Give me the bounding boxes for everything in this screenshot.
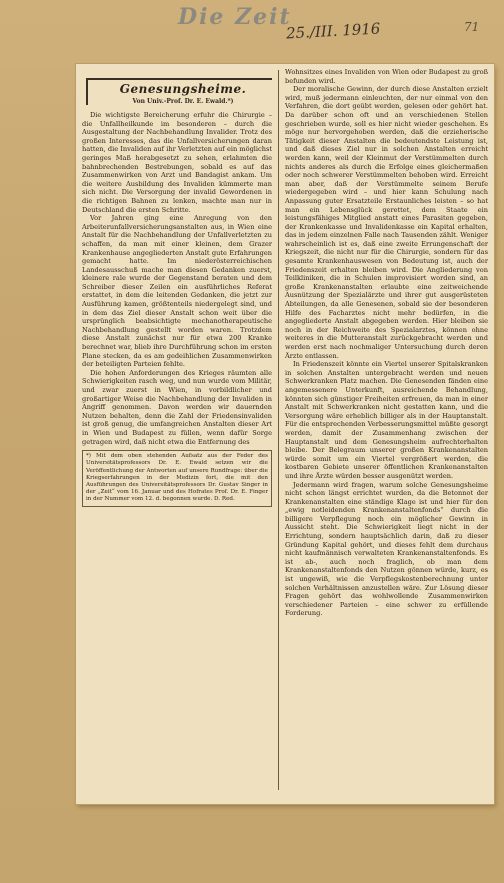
article-headline: Genesungsheime. [119, 82, 247, 96]
article-byline: Von Univ.-Prof. Dr. E. Ewald.*) [132, 98, 234, 105]
editorial-footnote: *) Mit dem oben stehenden Aufsatz aus der Feder des Universitätsprofessors Dr. E. Ewald setzen wir die Veröffentlichung der Antworten auf unsere Rundfrage: über die Kriegserfahrungen in der Medizin fort, die mit den Ausführungen des Universitätsprofessors Dr. Gustav Singer in der „Zeit“ vom 16. Januar und des Hofrates Prof. Dr. E. Finger in der Nummer vom 12. d. begonnen wurde. D. Red. [82, 450, 272, 506]
right-column-body [285, 68, 488, 618]
paragraph: Vor Jahren ging eine Anregung von den Arbeiterunfallversicherungsanstalten aus, in Wien eine Anstalt für die Nachbehandlung der Unfallverletzten zu schaffen, da man mit einer kleinen, dem Grazer Krankenhause angegliederten Anstalt gute Erfahrungen gemacht hatte. Im niederösterreichischen Landesausschuß mache man diesen Gedanken zuerst, kleinere rale wurde der Gegenstand beraten und dem Schreiber dieser Zeilen ein ausführliches Referat erstattet, in dem die leitenden Gedanken, die jetzt zur Ausführung kamen, größtenteils niedergelegt sind, und in dem das Ziel dieser Anstalt schon weit über die ursprünglich beabsichtigte mechanotherapeutische Nachbehandlung gestellt worden waren. Trotzdem diese Anstalt zunächst nur für etwa 200 Kranke berechnet war, blieb ihre Durchführung schon im ersten Plane stecken, da es am gedeihlichen Zusammenwirken der beteiligten Parteien fehlte. [82, 214, 272, 369]
paragraph: Die hohen Anforderungen des Krieges räumten alle Schwierigkeiten rasch weg, und nun wurde vom Militär, und zwar zuerst in Wien, in vorbildlicher und großartiger Weise die Nachbehandlung der Invaliden in Angriff genommen. Davon werden wir dauernden Nutzen behalten, denn die Zahl der Friedensinvaliden ist groß genug, die umfangreichen Anstalten dieser Art in Wien und Budapest zu füllen, wenn dafür Sorge getragen wird, daß nicht etwa die Entfernung des [82, 368, 272, 446]
page-mark: 71 [464, 20, 480, 34]
left-column-body [82, 111, 272, 446]
paragraph: In Friedenszeit könnte ein Viertel unserer Spitalskranken in solchen Anstalten untergebracht werden und neuen Schwerkranken Platz machen. Die Genesenden fänden eine angemessenere Unterkunft, ausreichende Behandlung, könnten sich günstiger Freiheiten erfreuen, da man in einer Anstalt mit Schwerkranken nicht gestatten kann, und die Versorgung wäre erheblich billiger als in der Hauptanstalt. Für die entsprechenden Verbesserungsmittel müßte gesorgt werden, damit der Zusammenhang zwischen der Hauptanstalt und dem Genesungsheim aufrechterhalten bleibe. Der Belegraum unserer großen Krankenanstalten würde somit um ein Viertel vergrößert werden, die kostbaren Gebiete unserer öffentlichen Krankenanstalten und ihre Ärzte würden besser ausgenützt werden. [285, 360, 488, 480]
paragraph: Wohnsitzes eines Invaliden von Wien oder Budapest zu groß befunden wird. [285, 68, 488, 85]
left-column [82, 74, 272, 507]
paragraph: Der moralische Gewinn, der durch diese Anstalten erzielt wird, muß jedermann einleuchten, der nur einmal von den Verfahren, die dort geübt werden, gelesen oder gehört hat. Da darüber schon oft und an verschiedenen Stellen geschrieben wurde, soll es hier nicht wieder geschehen. Es möge nur hervorgehoben werden, daß die erzieherische Tätigkeit dieser Anstalten die bedeutendste Leistung ist, und daß dieses Ziel nur in solchen Anstalten erreicht werden kann, weil der Kleinmut der Verstümmelten durch nichts anderes als durch die Erfolge eines gleichermaßen oder noch schwerer Verstümmelten behoben wird. Erreicht man aber, daß der Verstümmelte seinem Berufe wiedergegeben wird – und hier kann Schulung nach Anpassung guter Ersatzteile Erstaunliches leisten – so hat man ein Lebensglück gerettet, dem Staate ein leistungsfähiges Mitglied anstatt eines Parasiten gegeben, der Krankenkasse und Invalidenkasse ein Kapital erhalten, das in jedem einzelnen Falle nach Tausenden zählt. Weniger wahrscheinlich ist es, daß eine zweite Errungenschaft der Kriegszeit, die nicht nur für die Chirurgie, sondern für das gesamte Krankenhauswesen von Bedeutung ist, auch der Friedenszeit erhalten bleiben wird. Die Angliederung von Teilkliniken, die in Schulen improvisiert worden sind, an große Krankenanstalten erlaubte eine zeitweichende Ausnützung der Spezialärzte und ihrer gut ausgerüsteten Abteilungen, da alle Genesenen, sobald sie der besonderen Hilfe des Facharztes nicht mehr bedürfen, in die angegliederte Anstalt abgegeben werden. Hier bleiben sie noch in der Reichweite des Spezialarztes, können ohne weiteres in die Mutteranstalt zurückgebracht werden und werden erst nach nochmaliger Untersuchung durch deren Ärzte entlassen. [285, 85, 488, 360]
newspaper-masthead: Die Zeit [178, 4, 292, 30]
column-divider [278, 70, 279, 790]
handwritten-date: 25./III. 1916 [285, 19, 381, 43]
paragraph: Die wichtigste Bereicherung erfuhr die Chirurgie – die Unfallheilkunde im besonderen – durch die Ausgestaltung der Nachbehandlung Invalider. Trotz des großen Interesses, das die Unfallversicherungen daran hatten, die Invaliden auf ihr Verletzten auf ein möglichst geringes Maß herabgesetzt zu sehen, erlahmten die bahnbrechenden Bestrebungen, sobald es auf das Zusammenwirken von Arzt und Bandagist ankam. Um die weitere Ausbildung des Invaliden kümmerte man sich nicht. Die Versorgung der invalid Gewordenen in die richtigen Bahnen zu lenken, machte man nur in Deutschland die ersten Schritte. [82, 111, 272, 214]
headline-box [86, 78, 272, 105]
paragraph: Jedermann wird fragen, warum solche Genesungsheime nicht schon längst errichtet wurden, da die Betonnot der Krankenanstalten eine ständige Klage ist und hier für den „ewig notleidenden Krankenanstaltenfonds“ durch die billigere Verpflegung noch ein möglicher Gewinn in Aussicht steht. Die Schwierigkeit liegt nicht in der Errichtung, sondern hauptsächlich darin, daß zu dieser Gründung Kapital gehört, und dieses fehlt dem durchaus nicht kaufmännisch verwalteten Krankenanstaltenfonds. Es ist ab-, auch noch fraglich, ob man dem Krankenanstaltenfonds den Nutzen gönnen würde, kurz, es ist ungewiß, wie die Verpflegskostenberechnung unter solchen Verhältnissen anzustellen wäre. Zur Lösung dieser Fragen gehört das wohlwollende Zusammenwirken verschiedener Parteien – eine schwer zu erfüllende Forderung. [285, 480, 488, 618]
right-column [285, 68, 488, 618]
